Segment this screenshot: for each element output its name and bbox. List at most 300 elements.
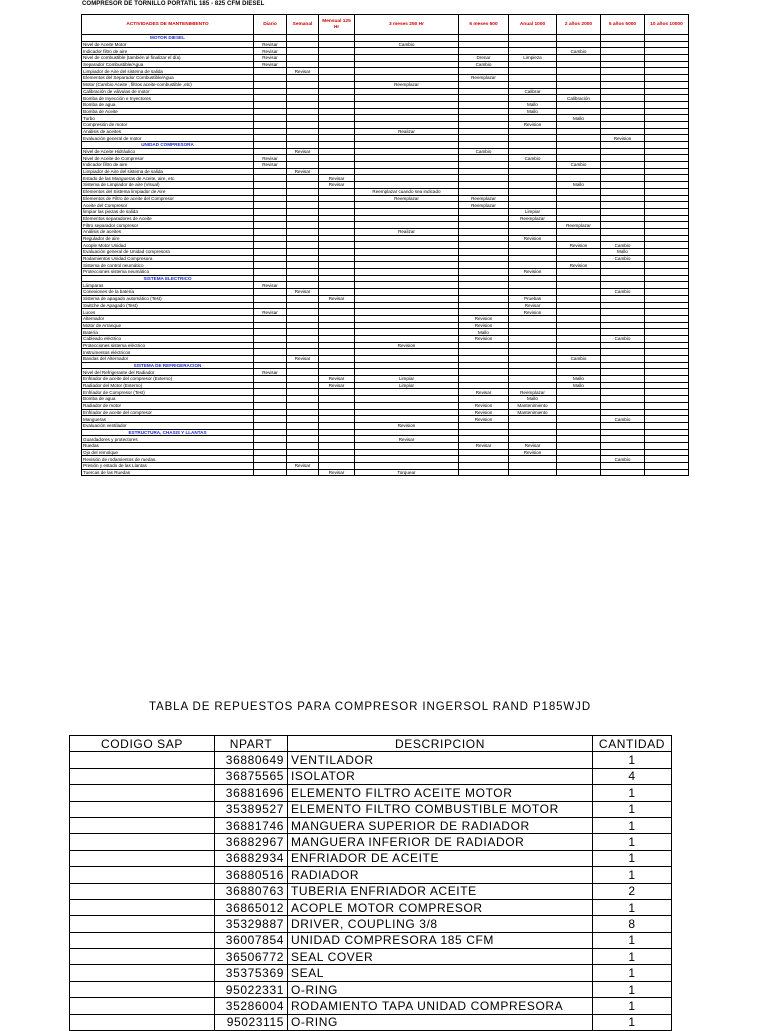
- npart-cell: 36875565: [215, 768, 288, 784]
- maintenance-cell: [254, 135, 287, 142]
- maintenance-cell: [319, 262, 355, 269]
- maintenance-cell: [645, 335, 689, 342]
- maintenance-cell: [459, 255, 509, 262]
- maintenance-cell: [287, 342, 319, 349]
- maintenance-cell: Calibrar: [509, 88, 557, 95]
- maintenance-cell: [645, 389, 689, 396]
- quantity-cell: 1: [593, 850, 672, 866]
- maintenance-cell: [319, 442, 355, 449]
- maintenance-row: [82, 402, 689, 409]
- maintenance-cell: [509, 128, 557, 135]
- sap-code-cell: [70, 752, 215, 768]
- maintenance-cell: [459, 376, 509, 383]
- maintenance-cell: Reemplazar: [509, 389, 557, 396]
- sap-code-cell: [70, 768, 215, 784]
- maintenance-cell: [319, 322, 355, 329]
- maintenance-cell: [601, 215, 645, 222]
- spares-row: [70, 899, 672, 915]
- maintenance-cell: [319, 61, 355, 68]
- maintenance-cell: [287, 382, 319, 389]
- maintenance-cell: [459, 449, 509, 456]
- npart-cell: 35329887: [215, 916, 288, 932]
- maintenance-cell: [557, 228, 601, 235]
- sap-code-cell: [70, 817, 215, 833]
- sap-code-cell: [70, 850, 215, 866]
- maintenance-row: [82, 442, 689, 449]
- activity-label: Ojo del remolque: [82, 449, 254, 456]
- maintenance-cell: [254, 349, 287, 356]
- maintenance-cell: [319, 356, 355, 363]
- maintenance-cell: [509, 456, 557, 463]
- maintenance-cell: [254, 128, 287, 135]
- maintenance-cell: [319, 222, 355, 229]
- maintenance-cell: [459, 235, 509, 242]
- maintenance-cell: Revision: [509, 235, 557, 242]
- maintenance-cell: Revision: [557, 242, 601, 249]
- maintenance-cell: [459, 429, 509, 436]
- maintenance-cell: Torquear: [355, 469, 459, 476]
- maintenance-row: [82, 128, 689, 135]
- maintenance-cell: [601, 81, 645, 88]
- maintenance-cell: [355, 309, 459, 316]
- activity-label: Alternador: [82, 315, 254, 322]
- maintenance-header-cell: Semanal: [287, 15, 319, 35]
- maintenance-cell: [355, 235, 459, 242]
- maintenance-cell: [645, 429, 689, 436]
- maintenance-cell: [601, 61, 645, 68]
- maintenance-cell: [645, 242, 689, 249]
- maintenance-cell: [645, 396, 689, 403]
- maintenance-cell: [459, 382, 509, 389]
- activity-label: Nivel de Aceite Hidráulico: [82, 148, 254, 155]
- maintenance-row: [82, 389, 689, 396]
- maintenance-cell: [645, 349, 689, 356]
- section-title: ESTRUCTURA, CHASIS Y LLANTAS: [82, 429, 254, 436]
- maintenance-row: [82, 188, 689, 195]
- maintenance-cell: [645, 356, 689, 363]
- maintenance-cell: [355, 449, 459, 456]
- maintenance-cell: [254, 362, 287, 369]
- maintenance-row: [82, 295, 689, 302]
- maintenance-cell: [557, 155, 601, 162]
- maintenance-cell: [645, 422, 689, 429]
- maintenance-cell: [601, 101, 645, 108]
- maintenance-cell: Revisar: [254, 55, 287, 62]
- maintenance-cell: [355, 262, 459, 269]
- maintenance-cell: [645, 48, 689, 55]
- maintenance-cell: [601, 469, 645, 476]
- maintenance-cell: [355, 249, 459, 256]
- maintenance-cell: Reemplazar: [355, 81, 459, 88]
- maintenance-cell: [355, 155, 459, 162]
- maintenance-row: [82, 222, 689, 229]
- maintenance-row: [82, 463, 689, 470]
- activity-label: Estado de las Mangueras de Aceite, aire, etc.: [82, 175, 254, 182]
- maintenance-cell: [287, 349, 319, 356]
- maintenance-cell: [557, 282, 601, 289]
- maintenance-cell: [355, 88, 459, 95]
- description-cell: VENTILADOR: [288, 752, 593, 768]
- activity-label: Motor de Arranque: [82, 322, 254, 329]
- spares-row: [70, 768, 672, 784]
- activity-label: Bomba de Inyección e Inyectores: [82, 95, 254, 102]
- maintenance-cell: [509, 262, 557, 269]
- maintenance-cell: [557, 68, 601, 75]
- quantity-cell: 1: [593, 834, 672, 850]
- maintenance-cell: [355, 315, 459, 322]
- maintenance-cell: [459, 369, 509, 376]
- maintenance-cell: Revisar: [254, 282, 287, 289]
- maintenance-row: [82, 101, 689, 108]
- maintenance-cell: Cambio: [459, 61, 509, 68]
- activity-label: Evaluación general de motor: [82, 135, 254, 142]
- maintenance-cell: Cambio: [557, 162, 601, 169]
- maintenance-cell: [645, 382, 689, 389]
- maintenance-cell: Revision: [557, 262, 601, 269]
- maintenance-cell: [601, 235, 645, 242]
- spares-row: [70, 932, 672, 948]
- maintenance-cell: [509, 282, 557, 289]
- activity-label: Nivel del Refrigerante del Radiador: [82, 369, 254, 376]
- maintenance-cell: [355, 302, 459, 309]
- maintenance-cell: [509, 35, 557, 42]
- maintenance-cell: [319, 302, 355, 309]
- maintenance-row: [82, 255, 689, 262]
- maintenance-cell: [459, 295, 509, 302]
- maintenance-cell: [601, 409, 645, 416]
- maintenance-cell: Cambio: [601, 456, 645, 463]
- activity-label: Aceite del Compresor: [82, 202, 254, 209]
- description-cell: O-RING: [288, 981, 593, 997]
- sap-code-cell: [70, 801, 215, 817]
- maintenance-cell: [509, 356, 557, 363]
- description-cell: DRIVER, COUPLING 3/8: [288, 916, 593, 932]
- maintenance-cell: Revisar: [509, 442, 557, 449]
- maintenance-cell: Mallo: [557, 182, 601, 189]
- npart-cell: 36881746: [215, 817, 288, 833]
- maintenance-cell: Revision: [509, 309, 557, 316]
- maintenance-cell: Revisar: [254, 155, 287, 162]
- maintenance-cell: [355, 463, 459, 470]
- maintenance-table: [81, 14, 689, 476]
- activity-label: Ruedas: [82, 442, 254, 449]
- description-cell: SEAL: [288, 965, 593, 981]
- maintenance-cell: [601, 282, 645, 289]
- maintenance-cell: [645, 188, 689, 195]
- maintenance-cell: [601, 55, 645, 62]
- maintenance-cell: [557, 108, 601, 115]
- activity-label: Instrumentos eléctricos: [82, 349, 254, 356]
- maintenance-cell: [645, 168, 689, 175]
- maintenance-cell: [355, 282, 459, 289]
- maintenance-cell: [459, 41, 509, 48]
- maintenance-cell: Revisar: [319, 295, 355, 302]
- maintenance-cell: [645, 282, 689, 289]
- maintenance-cell: [355, 135, 459, 142]
- maintenance-cell: Revisar: [287, 356, 319, 363]
- maintenance-cell: Realizar: [355, 228, 459, 235]
- maintenance-cell: [355, 182, 459, 189]
- maintenance-cell: [601, 302, 645, 309]
- spares-row: [70, 916, 672, 932]
- maintenance-cell: [645, 329, 689, 336]
- maintenance-cell: Cambio: [557, 356, 601, 363]
- maintenance-cell: [601, 429, 645, 436]
- maintenance-cell: [557, 389, 601, 396]
- maintenance-cell: [645, 182, 689, 189]
- maintenance-cell: [509, 61, 557, 68]
- maintenance-cell: Reemplazar: [509, 215, 557, 222]
- maintenance-cell: [459, 108, 509, 115]
- maintenance-cell: [287, 436, 319, 443]
- maintenance-cell: Cambio: [601, 335, 645, 342]
- maintenance-cell: [254, 469, 287, 476]
- maintenance-cell: [254, 88, 287, 95]
- maintenance-section-row: [82, 35, 689, 42]
- maintenance-cell: [319, 315, 355, 322]
- maintenance-cell: [319, 75, 355, 82]
- maintenance-cell: [645, 155, 689, 162]
- quantity-cell: 1: [593, 965, 672, 981]
- activity-label: limpiar las piezas de salida: [82, 208, 254, 215]
- maintenance-cell: [287, 135, 319, 142]
- maintenance-cell: [287, 262, 319, 269]
- spares-row: [70, 785, 672, 801]
- maintenance-cell: [287, 396, 319, 403]
- maintenance-cell: [459, 48, 509, 55]
- maintenance-cell: [319, 155, 355, 162]
- maintenance-cell: [319, 369, 355, 376]
- description-cell: TUBERIA ENFRIADOR ACEITE: [288, 883, 593, 899]
- maintenance-section-row: [82, 362, 689, 369]
- maintenance-cell: [509, 275, 557, 282]
- spares-row: [70, 867, 672, 883]
- maintenance-cell: [254, 175, 287, 182]
- maintenance-cell: Revisar: [254, 162, 287, 169]
- maintenance-cell: [557, 456, 601, 463]
- maintenance-cell: [557, 449, 601, 456]
- maintenance-cell: [287, 442, 319, 449]
- maintenance-cell: [355, 356, 459, 363]
- npart-cell: 95023115: [215, 1014, 288, 1030]
- maintenance-cell: [645, 402, 689, 409]
- maintenance-cell: [287, 208, 319, 215]
- maintenance-cell: [287, 322, 319, 329]
- maintenance-cell: [254, 195, 287, 202]
- maintenance-row: [82, 322, 689, 329]
- maintenance-cell: [509, 142, 557, 149]
- sap-code-cell: [70, 867, 215, 883]
- description-cell: MANGUERA INFERIOR DE RADIADOR: [288, 834, 593, 850]
- maintenance-cell: [287, 369, 319, 376]
- maintenance-header-row: [82, 15, 689, 35]
- maintenance-cell: [287, 469, 319, 476]
- maintenance-row: [82, 356, 689, 363]
- maintenance-cell: [287, 235, 319, 242]
- activity-label: Protecciones sistema eléctrico: [82, 342, 254, 349]
- maintenance-cell: [287, 275, 319, 282]
- maintenance-cell: Reemplazar: [459, 195, 509, 202]
- maintenance-cell: [557, 195, 601, 202]
- maintenance-cell: Revision: [459, 335, 509, 342]
- maintenance-cell: [355, 215, 459, 222]
- maintenance-cell: [601, 402, 645, 409]
- maintenance-row: [82, 449, 689, 456]
- maintenance-cell: [509, 349, 557, 356]
- maintenance-cell: [254, 35, 287, 42]
- maintenance-cell: [319, 215, 355, 222]
- maintenance-cell: [459, 128, 509, 135]
- maintenance-cell: Revisar: [319, 382, 355, 389]
- maintenance-cell: [355, 409, 459, 416]
- maintenance-cell: [459, 436, 509, 443]
- activity-label: Sistema de control neumático: [82, 262, 254, 269]
- maintenance-cell: [287, 108, 319, 115]
- maintenance-cell: [287, 228, 319, 235]
- maintenance-cell: Revision: [509, 121, 557, 128]
- maintenance-row: [82, 61, 689, 68]
- maintenance-cell: [254, 148, 287, 155]
- maintenance-cell: [287, 121, 319, 128]
- maintenance-row: [82, 242, 689, 249]
- maintenance-cell: [557, 396, 601, 403]
- quantity-cell: 1: [593, 949, 672, 965]
- maintenance-cell: [287, 255, 319, 262]
- maintenance-cell: Cambio: [509, 155, 557, 162]
- maintenance-cell: [319, 463, 355, 470]
- activity-label: Limpiador de Aire del sistema de salida: [82, 168, 254, 175]
- maintenance-cell: [319, 342, 355, 349]
- npart-cell: 36880763: [215, 883, 288, 899]
- maintenance-cell: Revision: [355, 342, 459, 349]
- maintenance-cell: [459, 309, 509, 316]
- maintenance-cell: [254, 402, 287, 409]
- maintenance-cell: Revisar: [287, 148, 319, 155]
- maintenance-cell: Revisar: [459, 442, 509, 449]
- maintenance-cell: [645, 195, 689, 202]
- description-cell: RODAMIENTO TAPA UNIDAD COMPRESORA: [288, 998, 593, 1014]
- maintenance-cell: Revision: [459, 402, 509, 409]
- description-cell: ELEMENTO FILTRO COMBUSTIBLE MOTOR: [288, 801, 593, 817]
- maintenance-cell: Mantenimiento: [509, 409, 557, 416]
- maintenance-row: [82, 469, 689, 476]
- maintenance-cell: [557, 349, 601, 356]
- maintenance-cell: [601, 329, 645, 336]
- maintenance-row: [82, 68, 689, 75]
- maintenance-cell: [254, 269, 287, 276]
- maintenance-cell: [355, 48, 459, 55]
- maintenance-cell: [254, 81, 287, 88]
- spares-body: [70, 752, 672, 1031]
- quantity-cell: 1: [593, 752, 672, 768]
- maintenance-cell: Revisar: [319, 469, 355, 476]
- activity-label: Elementos de Filtro de aceite del Compresor: [82, 195, 254, 202]
- maintenance-cell: [509, 362, 557, 369]
- maintenance-cell: [557, 269, 601, 276]
- maintenance-cell: [601, 188, 645, 195]
- maintenance-cell: [557, 55, 601, 62]
- maintenance-cell: [254, 422, 287, 429]
- maintenance-cell: [459, 396, 509, 403]
- maintenance-row: [82, 262, 689, 269]
- activity-label: Regulador de aire: [82, 235, 254, 242]
- maintenance-cell: [557, 215, 601, 222]
- maintenance-cell: [319, 416, 355, 423]
- maintenance-cell: [355, 75, 459, 82]
- maintenance-cell: [645, 222, 689, 229]
- maintenance-cell: [459, 68, 509, 75]
- sap-code-cell: [70, 998, 215, 1014]
- maintenance-cell: [645, 175, 689, 182]
- maintenance-cell: [601, 275, 645, 282]
- maintenance-cell: [645, 409, 689, 416]
- maintenance-cell: [557, 469, 601, 476]
- maintenance-cell: [557, 142, 601, 149]
- maintenance-cell: [287, 35, 319, 42]
- maintenance-cell: [254, 142, 287, 149]
- maintenance-cell: [319, 168, 355, 175]
- maintenance-cell: [601, 422, 645, 429]
- maintenance-cell: [601, 463, 645, 470]
- maintenance-cell: Mallo: [601, 249, 645, 256]
- maintenance-cell: Revisar: [287, 168, 319, 175]
- maintenance-cell: [355, 429, 459, 436]
- maintenance-cell: [287, 41, 319, 48]
- maintenance-cell: [254, 215, 287, 222]
- maintenance-cell: [645, 128, 689, 135]
- maintenance-cell: [287, 249, 319, 256]
- maintenance-cell: [287, 416, 319, 423]
- maintenance-row: [82, 349, 689, 356]
- maintenance-cell: [319, 282, 355, 289]
- maintenance-cell: [319, 108, 355, 115]
- maintenance-cell: [287, 402, 319, 409]
- maintenance-cell: [355, 329, 459, 336]
- maintenance-cell: [509, 81, 557, 88]
- maintenance-cell: [459, 302, 509, 309]
- maintenance-cell: [459, 262, 509, 269]
- maintenance-row: [82, 135, 689, 142]
- maintenance-cell: [459, 162, 509, 169]
- maintenance-cell: [254, 188, 287, 195]
- maintenance-cell: [509, 188, 557, 195]
- activity-label: Turbo: [82, 115, 254, 122]
- maintenance-cell: [645, 101, 689, 108]
- maintenance-cell: [557, 75, 601, 82]
- maintenance-cell: [355, 101, 459, 108]
- maintenance-cell: [319, 335, 355, 342]
- maintenance-cell: [601, 436, 645, 443]
- maintenance-cell: [254, 235, 287, 242]
- maintenance-cell: [319, 235, 355, 242]
- description-cell: ACOPLE MOTOR COMPRESOR: [288, 899, 593, 915]
- maintenance-cell: [254, 121, 287, 128]
- activity-label: Calibración de válvulas de motor: [82, 88, 254, 95]
- maintenance-cell: [645, 55, 689, 62]
- maintenance-cell: [319, 362, 355, 369]
- maintenance-cell: Reemplazar: [355, 195, 459, 202]
- npart-cell: 36007854: [215, 932, 288, 948]
- maintenance-row: [82, 376, 689, 383]
- maintenance-cell: [557, 235, 601, 242]
- maintenance-row: [82, 41, 689, 48]
- maintenance-cell: [355, 148, 459, 155]
- maintenance-cell: [319, 35, 355, 42]
- maintenance-cell: [509, 115, 557, 122]
- maintenance-cell: [645, 228, 689, 235]
- maintenance-cell: [645, 215, 689, 222]
- maintenance-cell: Limpiar: [355, 376, 459, 383]
